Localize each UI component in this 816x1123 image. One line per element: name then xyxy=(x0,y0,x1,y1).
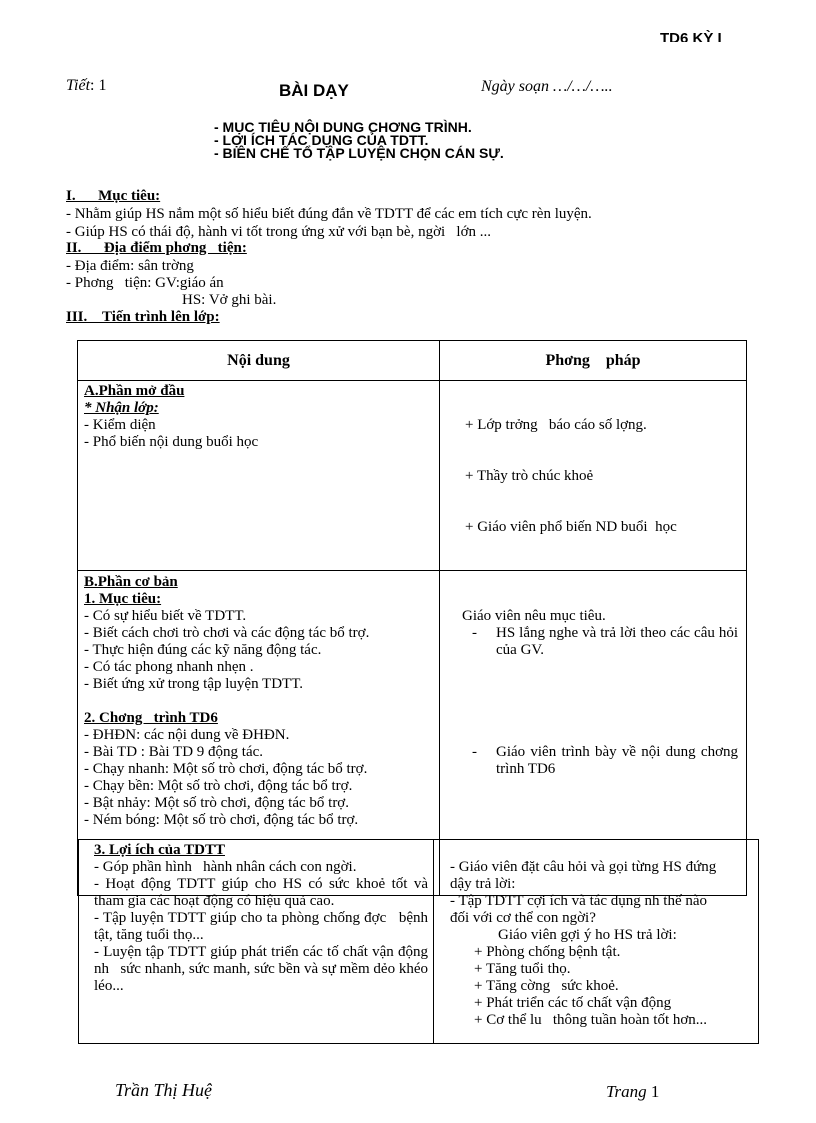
list-item: - Góp phần hình hành nhân cách con ngời. xyxy=(94,859,357,875)
list-item: + Thầy trò chúc khoẻ xyxy=(465,468,594,484)
list-item: - Hoạt động TDTT giúp cho HS có sức khoẻ tốt và tham gia các hoạt động có hiệu quả cao. xyxy=(94,876,428,909)
list-item: + Tăng cờng sức khoẻ. xyxy=(474,978,619,994)
dash-marker: - xyxy=(472,625,477,641)
list-item: - Biết cách chơi trò chơi và các động tác bổ trợ. xyxy=(84,625,370,641)
footer-author: Trần Thị Huệ xyxy=(115,1080,213,1100)
row-b-sub2: 2. Chơng trình TD6 xyxy=(84,710,218,726)
list-item: - Ném bóng: Một số trò chơi, động tác bổ trợ. xyxy=(84,812,359,828)
section-2-line: - Phơng tiện: GV:giáo án xyxy=(66,275,224,291)
corner-label: TD6 KỲ I xyxy=(660,30,722,42)
method-prompt: Giáo viên gợi ý ho HS trả lời: xyxy=(498,927,677,943)
dash-marker: - xyxy=(472,744,477,760)
lesson-table xyxy=(77,340,750,896)
benefits-content xyxy=(79,840,434,1044)
list-item: - Luyện tập TDTT giúp phát triển các tố chất vận động nh sức nhanh, sức manh, sức bền và sự mềm dẻo khéo léo... xyxy=(94,944,432,994)
list-item: - ĐHĐN: các nội dung về ĐHĐN. xyxy=(84,727,290,743)
section-1-heading: I. Mục tiêu: xyxy=(66,188,161,204)
row-b-title: B.Phần cơ bản xyxy=(84,574,178,590)
list-item: - Chạy bền: Một số trò chơi, động tác bổ trợ. xyxy=(84,778,353,794)
list-item: - Phổ biến nội dung buổi học xyxy=(84,434,259,450)
section-1-line: - Giúp HS có thái độ, hành vi tốt trong ứng xử với bạn bè, ngời lớn ... xyxy=(66,224,492,240)
section-2-heading: II. Địa điểm phơng tiện: xyxy=(66,240,247,256)
row-a-method xyxy=(440,381,747,571)
tiet-label: Tiết xyxy=(66,77,91,94)
topic-item: - BIÊN CHẾ TỔ TẬP LUYỆN CHỌN CÁN SỰ. xyxy=(214,145,504,161)
table-header-content xyxy=(78,341,440,381)
page-label: Trang xyxy=(606,1082,647,1101)
topic-item: - MỤC TIÊU NỘI DUNG CHƠNG TRÌNH. xyxy=(214,119,472,135)
page-title: BÀI DẠY xyxy=(279,81,349,100)
header-content-label: Nội dung xyxy=(227,351,290,369)
tiet-value: : 1 xyxy=(90,77,107,94)
list-item: + Tăng tuổi thọ. xyxy=(474,961,571,977)
list-item: - Kiểm diện xyxy=(84,417,156,433)
list-item: - Bài TD : Bài TD 9 động tác. xyxy=(84,744,264,760)
method-text: HS lắng nghe và trả lời theo các câu hỏi của GV. xyxy=(496,625,738,658)
list-item: + Cơ thể lu thông tuần hoàn tốt hơn... xyxy=(474,1012,708,1028)
list-item: - Thực hiện đúng các kỹ năng động tác. xyxy=(84,642,322,658)
lesson-number xyxy=(66,77,106,95)
list-item: + Phòng chống bệnh tật. xyxy=(474,944,621,960)
header-method-label: Phơng pháp xyxy=(545,351,641,369)
benefits-title: 3. Lợi ích của TDTT xyxy=(94,842,225,858)
list-item: - Tập TDTT cợi ích và tác dụng nh thế nào đối với cơ thể con ngời? xyxy=(450,893,708,926)
benefits-method xyxy=(434,840,759,1044)
section-2-line: HS: Vở ghi bài. xyxy=(182,292,277,308)
topic-item: - LỢI ÍCH TÁC DỤNG CỦA TDTT. xyxy=(214,132,429,148)
prep-date: Ngày soạn …/…/….. xyxy=(481,78,613,95)
list-item: - Giáo viên đặt câu hỏi và gọi từng HS đứng dậy trả lời: xyxy=(450,859,717,892)
list-item: + Lớp trởng báo cáo số lợng. xyxy=(465,417,647,433)
table-header-method xyxy=(440,341,747,381)
page-number: 1 xyxy=(646,1082,660,1101)
row-a-content xyxy=(78,381,440,571)
row-a-title: A.Phần mở đầu xyxy=(84,383,185,399)
list-item: - Tập luyện TDTT giúp cho ta phòng chống đợc bệnh tật, tăng tuổi thọ... xyxy=(94,910,432,943)
footer-page xyxy=(606,1082,659,1102)
list-item: - Chạy nhanh: Một số trò chơi, động tác bổ trợ. xyxy=(84,761,368,777)
section-2-line: - Địa điểm: sân trờng xyxy=(66,258,194,274)
list-item: - Bật nhảy: Một số trò chơi, động tác bổ trợ. xyxy=(84,795,349,811)
list-item: - Có tác phong nhanh nhẹn . xyxy=(84,659,254,675)
list-item: + Giáo viên phổ biến ND buổi học xyxy=(465,519,677,535)
topics-block xyxy=(214,121,504,160)
row-b-sub1: 1. Mục tiêu: xyxy=(84,591,162,607)
method-text: Giáo viên trình bày về nội dung chơng trình TD6 xyxy=(496,744,750,777)
list-item: - Có sự hiểu biết về TDTT. xyxy=(84,608,247,624)
section-1-line: - Nhằm giúp HS nắm một số hiểu biết đúng đắn về TDTT để các em tích cực rèn luyện. xyxy=(66,206,592,222)
row-a-sub: * Nhận lớp: xyxy=(84,400,159,416)
list-item: + Phát triển các tố chất vận động xyxy=(474,995,672,1011)
section-3-heading: III. Tiến trình lên lớp: xyxy=(66,309,220,325)
benefits-table xyxy=(78,839,759,1044)
method-intro: Giáo viên nêu mục tiêu. xyxy=(462,608,606,624)
list-item: - Biết ứng xử trong tập luyện TDTT. xyxy=(84,676,304,692)
